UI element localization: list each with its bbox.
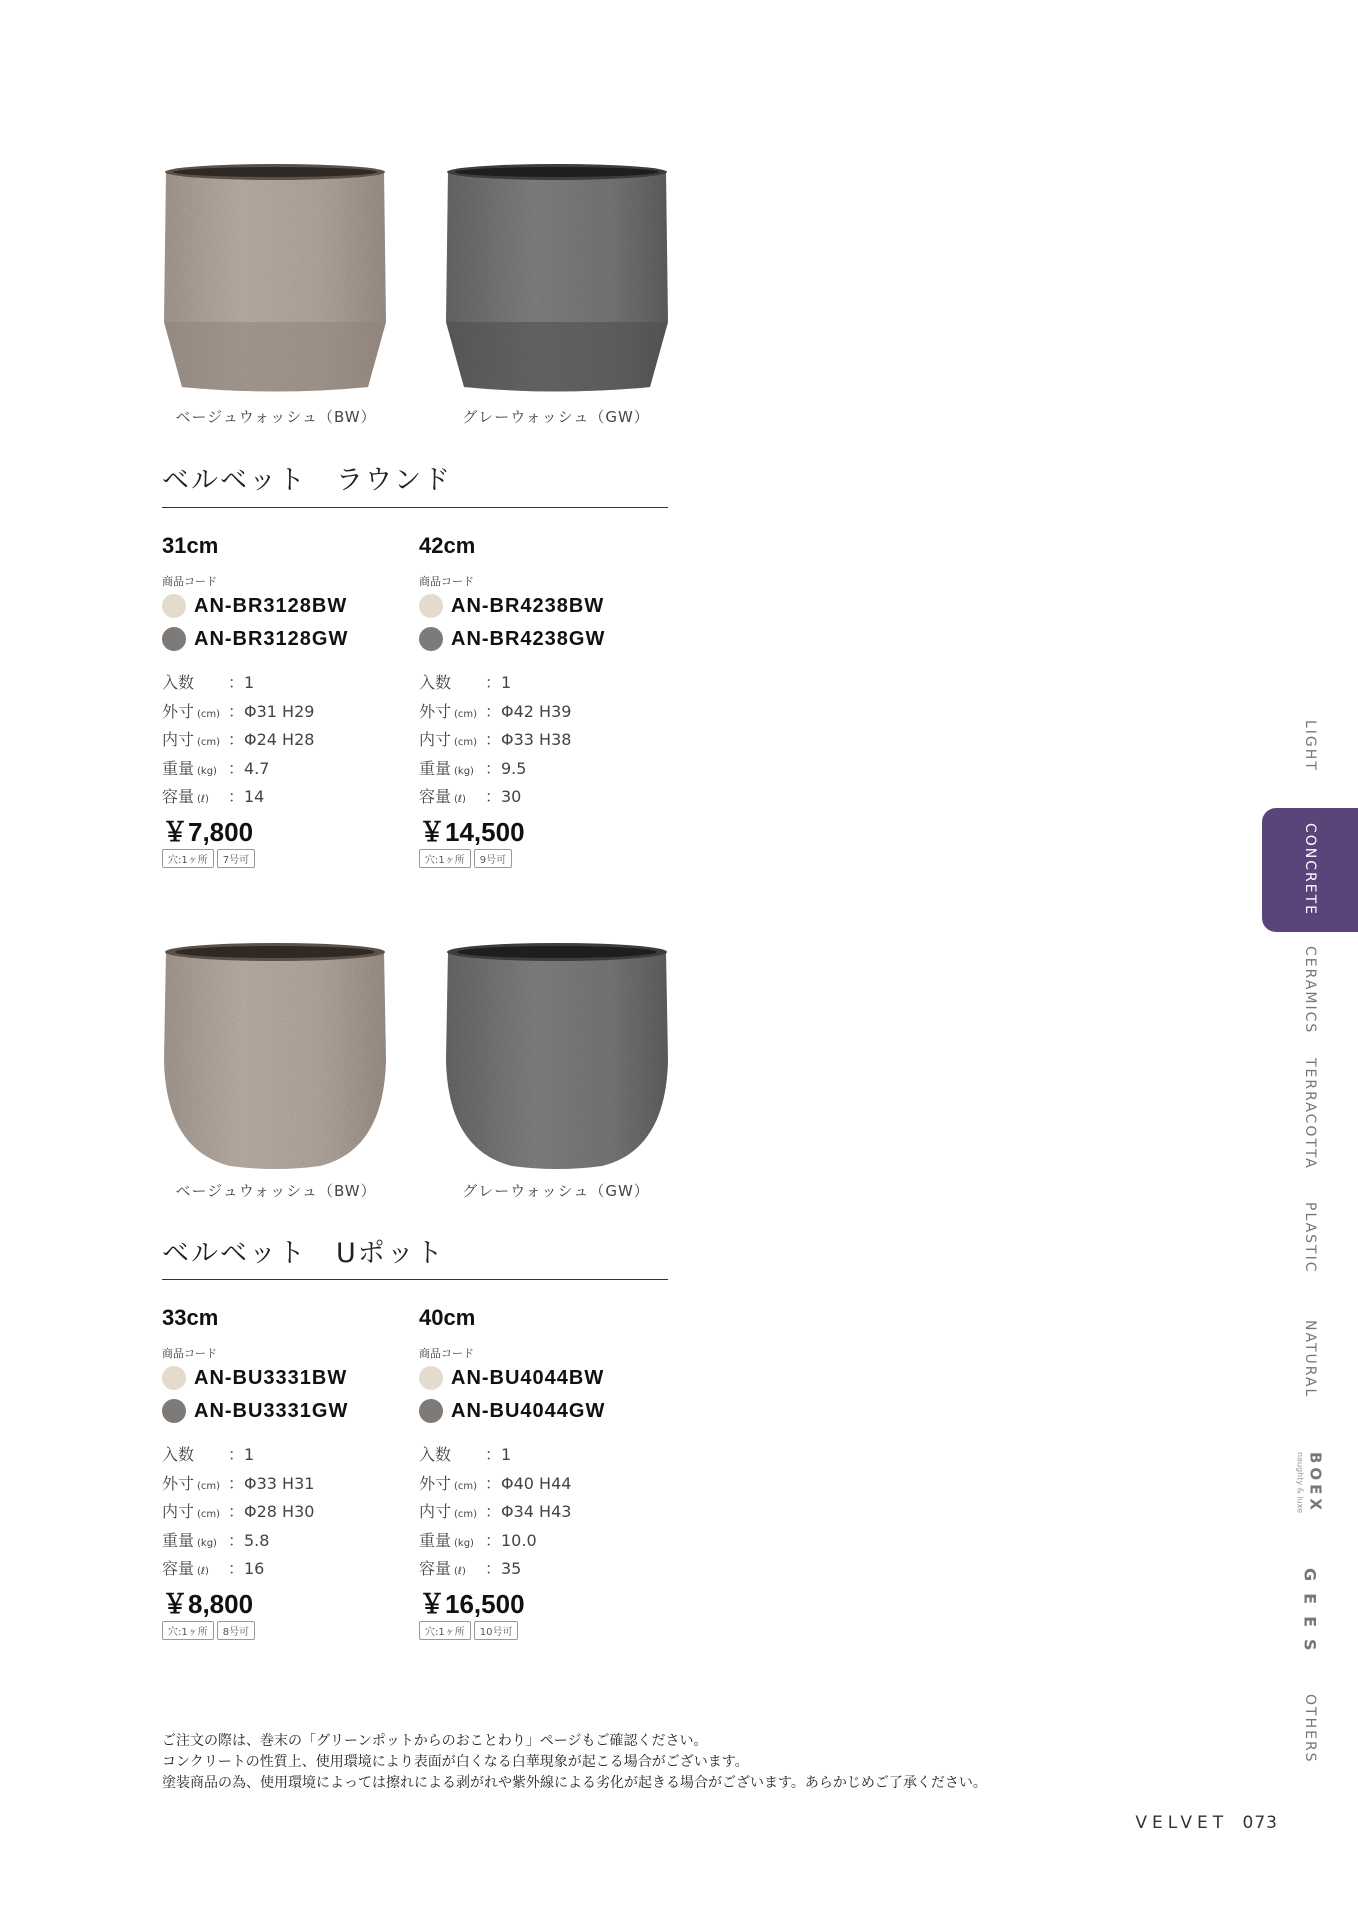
product-price: ￥8,800 — [162, 1589, 254, 1619]
product-code: AN-BU4044GW — [451, 1399, 606, 1422]
beige-swatch-icon — [419, 1366, 443, 1390]
product-code-label: 商品コード — [419, 575, 474, 588]
page-number: 073 — [1242, 1813, 1278, 1833]
product-code: AN-BR4238GW — [451, 627, 606, 650]
product-size: 42cm — [419, 533, 476, 558]
grey-swatch-icon — [419, 627, 443, 651]
pot-image-round-beige — [160, 162, 390, 394]
product-code: AN-BU3331GW — [194, 1399, 349, 1422]
product-code: AN-BU3331BW — [194, 1366, 348, 1389]
product-code-label: 商品コード — [162, 1347, 217, 1360]
note-line: ご注文の際は、巻末の「グリーンポットからのおことわり」ページもご確認ください。 — [162, 1733, 708, 1749]
product-price: ￥16,500 — [419, 1589, 525, 1619]
product-price: ￥7,800 — [162, 817, 254, 847]
beige-swatch-icon — [162, 1366, 186, 1390]
tag-pot-size: 10号可 — [474, 1621, 519, 1640]
product-code-bw — [419, 594, 604, 618]
pot-image-upot-beige — [160, 940, 390, 1170]
product-specs: 入数 ：1 外寸 (cm) ：Φ31 H29 内寸 (cm) ：Φ24 H28 重量 (kg) ：4.7 容量 (ℓ) ：14 — [162, 673, 315, 806]
category-tab-others[interactable]: OTHERS — [1302, 1694, 1318, 1764]
grey-swatch-icon — [162, 627, 186, 651]
product-code: AN-BR3128GW — [194, 627, 349, 650]
tag-drain-hole: 穴:1ヶ所 — [162, 1621, 214, 1640]
category-tab-plastic[interactable]: PLASTIC — [1302, 1202, 1318, 1274]
boex-tagline: naughty & luxe — [1295, 1452, 1305, 1514]
pot-image-upot-grey — [442, 940, 672, 1170]
product-size: 33cm — [162, 1305, 219, 1330]
product-price: ￥14,500 — [419, 817, 525, 847]
section-divider — [162, 1279, 668, 1280]
gees-logo: GEES — [1300, 1568, 1320, 1663]
color-caption-bw: ベージュウォッシュ（BW） — [175, 1182, 377, 1200]
product-code-bw — [162, 1366, 347, 1390]
order-notes — [162, 1731, 987, 1794]
product-code: AN-BR4238BW — [451, 594, 605, 617]
note-line: コンクリートの性質上、使用環境により表面が白くなる白華現象が起こる場合がございます。 — [162, 1754, 749, 1770]
category-tab-terracotta[interactable]: TERRACOTTA — [1302, 1058, 1318, 1170]
note-line: 塗装商品の為、使用環境によっては擦れによる剥がれや紫外線による劣化が起きる場合がございます。あらかじめご了承ください。 — [162, 1775, 987, 1791]
product-code: AN-BU4044BW — [451, 1366, 605, 1389]
product-code-bw — [162, 594, 347, 618]
category-tab-concrete[interactable]: CONCRETE — [1262, 808, 1358, 932]
product-specs: 入数 ：1 外寸 (cm) ：Φ33 H31 内寸 (cm) ：Φ28 H30 重量 (kg) ：5.8 容量 (ℓ) ：16 — [162, 1445, 315, 1578]
section-title: ベルベット ラウンド — [162, 465, 452, 496]
product-code-gw — [419, 627, 605, 651]
tag-pot-size: 9号可 — [474, 849, 512, 868]
product-specs: 入数 ：1 外寸 (cm) ：Φ40 H44 内寸 (cm) ：Φ34 H43 重量 (kg) ：10.0 容量 (ℓ) ：35 — [419, 1445, 572, 1578]
product-size: 40cm — [419, 1305, 476, 1330]
category-tab-natural[interactable]: NATURAL — [1302, 1320, 1318, 1399]
product-code-gw — [162, 627, 348, 651]
grey-swatch-icon — [419, 1399, 443, 1423]
product-code-label: 商品コード — [419, 1347, 474, 1360]
product-code: AN-BR3128BW — [194, 594, 348, 617]
color-caption-bw: ベージュウォッシュ（BW） — [175, 408, 377, 426]
product-tags — [419, 849, 512, 868]
tag-drain-hole: 穴:1ヶ所 — [162, 849, 214, 868]
section-title: ベルベット Uポット — [162, 1238, 445, 1269]
page-footer — [1135, 1813, 1278, 1833]
grey-swatch-icon — [162, 1399, 186, 1423]
color-caption-gw: グレーウォッシュ（GW） — [462, 1182, 650, 1200]
category-tab-ceramics[interactable]: CERAMICS — [1302, 946, 1318, 1035]
tag-drain-hole: 穴:1ヶ所 — [419, 849, 471, 868]
beige-swatch-icon — [419, 594, 443, 618]
category-tab-light[interactable]: LIGHT — [1302, 720, 1318, 772]
tag-pot-size: 7号可 — [217, 849, 255, 868]
product-code-bw — [419, 1366, 604, 1390]
product-code-gw — [419, 1399, 605, 1423]
product-tags — [162, 849, 255, 868]
category-tab-boex[interactable] — [1262, 1448, 1358, 1518]
color-caption-gw: グレーウォッシュ（GW） — [462, 408, 650, 426]
product-code-label: 商品コード — [162, 575, 217, 588]
product-tags — [162, 1621, 255, 1640]
product-code-gw — [162, 1399, 348, 1423]
product-tags — [419, 1621, 518, 1640]
pot-image-round-grey — [442, 162, 672, 394]
boex-logo: BOEX — [1306, 1452, 1325, 1514]
product-specs: 入数 ：1 外寸 (cm) ：Φ42 H39 内寸 (cm) ：Φ33 H38 重量 (kg) ：9.5 容量 (ℓ) ：30 — [419, 673, 572, 806]
beige-swatch-icon — [162, 594, 186, 618]
product-size: 31cm — [162, 533, 219, 558]
category-tab-gees[interactable] — [1262, 1568, 1358, 1663]
series-name: VELVET — [1135, 1813, 1229, 1833]
tag-drain-hole: 穴:1ヶ所 — [419, 1621, 471, 1640]
tag-pot-size: 8号可 — [217, 1621, 255, 1640]
section-divider — [162, 507, 668, 508]
